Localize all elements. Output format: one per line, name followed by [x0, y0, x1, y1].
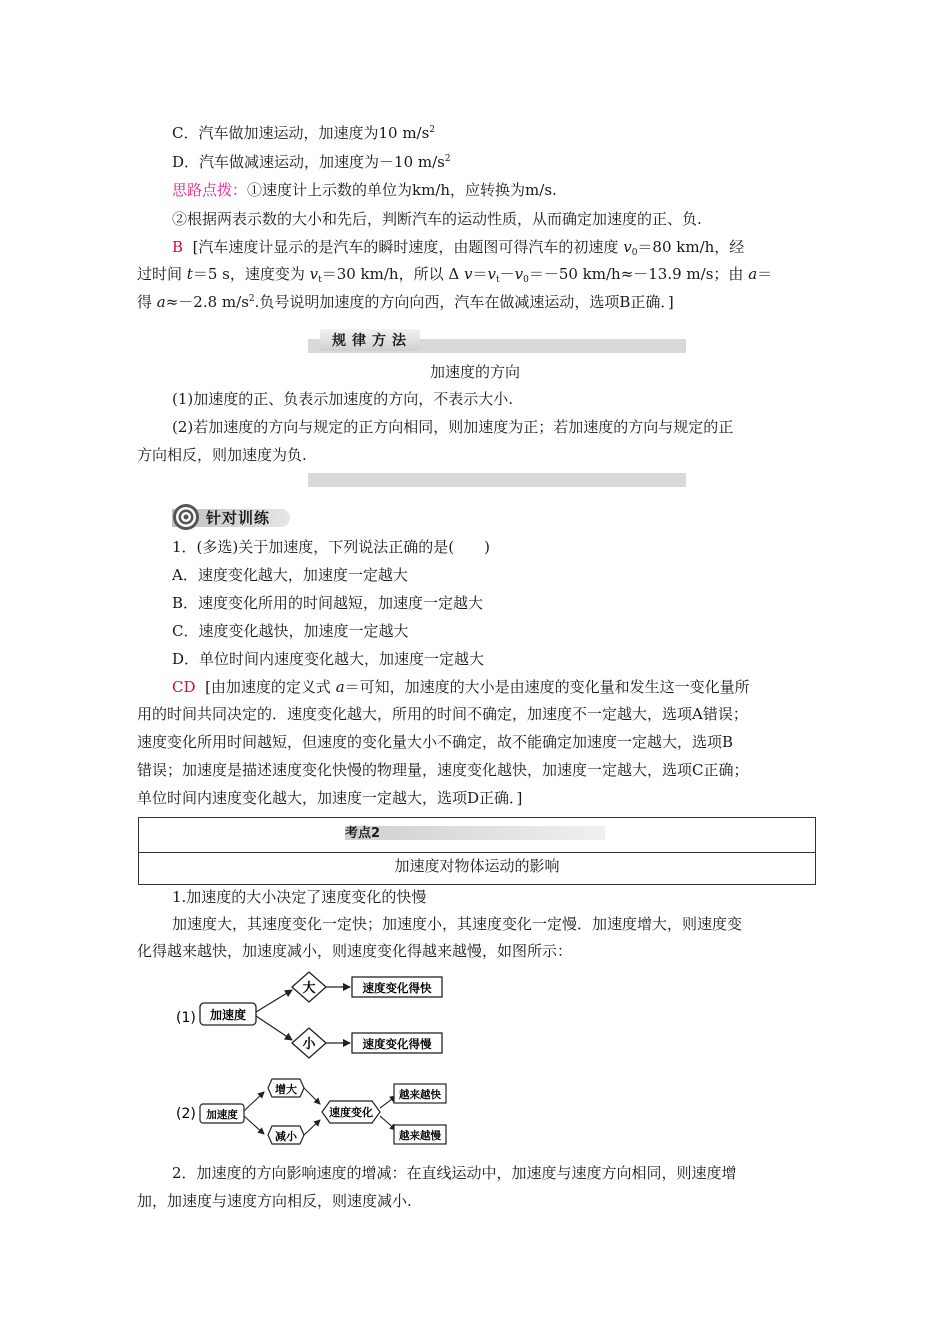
training-option-c: C．速度变化越快，加速度一定越大 [172, 622, 409, 640]
answer-1-letter: B [172, 238, 184, 256]
var-a: a [335, 678, 345, 696]
hint-text-2: ②根据两表示数的大小和先后，判断汽车的运动性质，从而确定加速度的正、负. [172, 210, 702, 228]
training-explain: [由加速度的定义式 [205, 678, 336, 696]
training-explain-5: 单位时间内速度变化越大，加速度一定越大，选项D正确．] [137, 789, 523, 807]
method-banner: 规律方法 [320, 329, 420, 351]
option-d-text: D．汽车做减速运动，加速度为－10 m/s [172, 153, 445, 171]
training-option-a: A．速度变化越大，加速度一定越大 [172, 566, 408, 584]
diagram-2-root: 加速度 [206, 1109, 238, 1121]
method-p2b: 方向相反，则加速度为负. [137, 446, 307, 464]
answer-1-text: ＝80 km/h，经 [637, 238, 745, 256]
var-a: a [156, 293, 166, 311]
diagram-2-arrow-down [244, 1116, 264, 1134]
var-v: v [514, 265, 524, 283]
var-t: t [186, 265, 193, 283]
answer-1-text: ≈－2.8 m/s [165, 293, 249, 311]
sub-t: t [318, 275, 322, 285]
diagram-1-slow: 速度变化得慢 [362, 1037, 432, 1051]
option-d [172, 152, 451, 172]
method-p1: (1)加速度的正、负表示加速度的方向，不表示大小. [172, 390, 514, 408]
diagram-1-num: (1) [176, 1010, 196, 1026]
training-explain-3: 速度变化所用时间越短，但速度的变化量大小不确定，故不能确定加速度一定越大，选项B [137, 733, 734, 751]
section-p1a: 加速度大，其速度变化一定快；加速度小，其速度变化一定慢．加速度增大，则速度变 [172, 915, 743, 933]
diagram-1-small: 小 [302, 1037, 316, 1052]
answer-1-text: 过时间 [137, 265, 187, 283]
kaodian-divider [139, 852, 815, 853]
diagram-2-arrow-up [244, 1092, 264, 1111]
diagram-1-root: 加速度 [209, 1008, 247, 1022]
answer-1-line-1 [172, 237, 744, 257]
answer-1-line-2 [137, 264, 772, 284]
sub-0: 0 [523, 275, 529, 285]
kaodian-title: 加速度对物体运动的影响 [394, 857, 560, 875]
training-explain: ＝可知，加速度的大小是由速度的变化量和发生这一变化量所 [344, 678, 750, 696]
training-option-b: B．速度变化所用的时间越短，加速度一定越大 [172, 594, 484, 612]
training-answer-letter: CD [172, 678, 196, 696]
diagram-2-mid: 速度变化 [329, 1106, 373, 1119]
answer-1-text: [汽车速度计显示的是汽车的瞬时速度，由题图可得汽车的初速度 [192, 238, 624, 256]
training-question: 1．(多选)关于加速度，下列说法正确的是( ) [172, 538, 490, 556]
answer-1-text: .负号说明加速度的方向向西，汽车在做减速运动，选项B正确．] [254, 293, 674, 311]
sup-2: 2 [248, 294, 255, 304]
var-v: v [623, 238, 632, 256]
answer-1-text: ＝－50 km/h≈－13.9 m/s；由 [528, 265, 749, 283]
diagram-2-arrow-inc [304, 1088, 320, 1104]
hint-line-2 [172, 209, 702, 229]
section-heading-1: 1.加速度的大小决定了速度变化的快慢 [172, 888, 427, 906]
kaodian-bar [345, 826, 605, 840]
method-p2a: (2)若加速度的方向与规定的正方向相同，则加速度为正；若加速度的方向与规定的正 [172, 418, 734, 436]
answer-1-text: ＝30 km/h，所以 Δ [321, 265, 464, 283]
diagram-2-num: (2) [176, 1106, 196, 1122]
target-icon [172, 503, 202, 533]
training-explain-4: 错误；加速度是描述速度变化快慢的物理量，速度变化越快，加速度一定越大，选项C正确； [137, 761, 749, 779]
sub-0: 0 [631, 248, 638, 258]
diagram-2-faster: 越来越快 [399, 1089, 441, 1101]
training-banner-label: 针对训练 [206, 509, 271, 527]
diagram-2-arrow-dec [304, 1120, 320, 1135]
answer-1-text: ＝ [757, 265, 773, 283]
answer-1-text: ＝ [472, 265, 488, 283]
method-end-bar [308, 473, 686, 487]
option-c-sup: 2 [429, 125, 436, 135]
section-p1b: 化得越来越快，加速度减小，则速度变化得越来越慢，如图所示： [137, 942, 573, 960]
var-v: v [463, 265, 473, 283]
training-banner [172, 503, 290, 529]
option-c [172, 123, 435, 143]
var-a: a [748, 265, 758, 283]
diagram-1-fast: 速度变化得快 [362, 981, 432, 995]
training-option-d: D．单位时间内速度变化越大，加速度一定越大 [172, 650, 485, 668]
hint-text-1: ①速度计上示数的单位为km/h，应转换为m/s. [247, 181, 557, 199]
option-c-text: C．汽车做加速运动，加速度为10 m/s [172, 124, 430, 142]
answer-1-text: － [499, 265, 515, 283]
diagram-1 [170, 966, 460, 1066]
hint-line-1 [172, 180, 557, 200]
kaodian-box [138, 817, 816, 885]
training-answer-line-1 [172, 677, 750, 697]
answer-1-text: ＝5 s，速度变为 [192, 265, 310, 283]
hint-label: 思路点拨： [172, 181, 248, 199]
diagram-2-slower: 越来越慢 [399, 1130, 441, 1142]
section-2-p2: 加，加速度与速度方向相反，则速度减小. [137, 1192, 412, 1210]
answer-1-line-3 [137, 292, 674, 312]
kaodian-label: 考点2 [345, 826, 381, 841]
diagram-2-inc: 增大 [275, 1083, 297, 1096]
diagram-1-big: 大 [302, 981, 316, 996]
section-2-p1: 2．加速度的方向影响速度的增减：在直线运动中，加速度与速度方向相同，则速度增 [172, 1164, 737, 1182]
diagram-2-dec: 减小 [275, 1130, 297, 1143]
training-explain-2: 用的时间共同决定的．速度变化越大，所用的时间不确定，加速度不一定越大，选项A错误； [137, 705, 748, 723]
option-d-sup: 2 [444, 154, 451, 164]
diagram-2 [170, 1074, 460, 1154]
answer-1-text: 得 [137, 293, 157, 311]
diagram-1-arrow-down [256, 1016, 292, 1040]
sub-t: t [495, 275, 500, 285]
diagram-1-arrow-up [256, 990, 292, 1012]
method-title: 加速度的方向 [429, 363, 520, 381]
var-v: v [487, 265, 496, 283]
var-v: v [309, 265, 319, 283]
